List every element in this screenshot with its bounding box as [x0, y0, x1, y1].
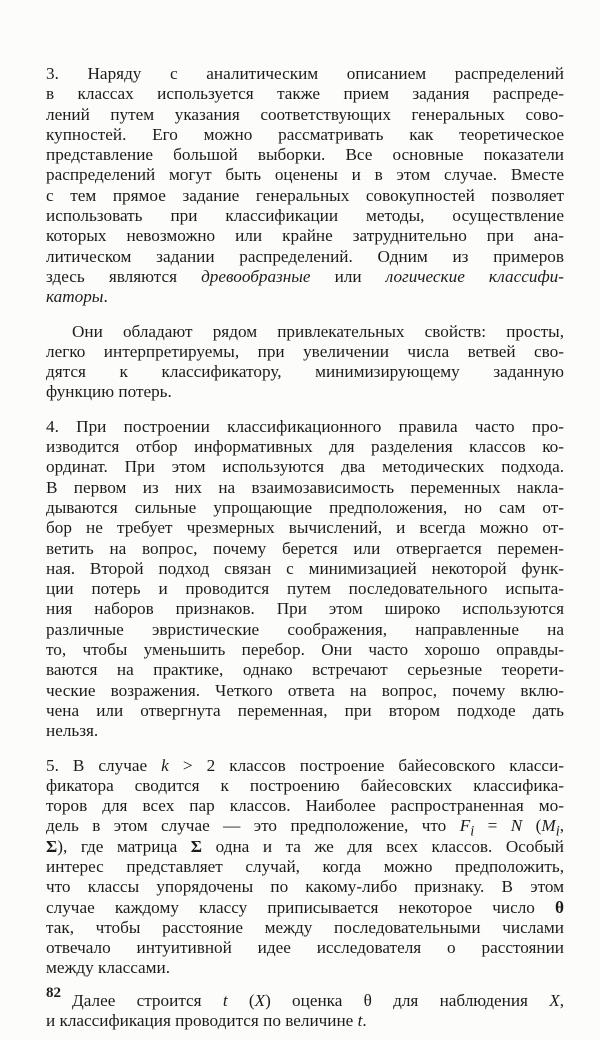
- text-line: Σ), где матрица Σ одна и та же для всех классов. Особый: [46, 836, 565, 856]
- text-line: 5. В случае k > 2 классов построение байесовского класси-: [46, 755, 564, 775]
- text-line: здесь являются древообразные или логические классифи-: [46, 266, 564, 286]
- text-line: дель в этом случае — это предположение, что $F_i = N$ ($M_i$,: [46, 816, 564, 840]
- text-line: случае каждому классу приписывается некоторое число θ: [46, 897, 564, 917]
- text-line: торов для всех пар классов. Наиболее распространенная мо-: [46, 796, 564, 816]
- paragraph-para-3: [46, 64, 564, 308]
- text-line: в классах используется также прием задания распреде-: [46, 84, 564, 104]
- paragraph-para-3b: [46, 322, 564, 403]
- text-line: использовать при классификации методы, осуществление: [46, 206, 564, 226]
- text-line: различные эвристические соображения, направленные на: [46, 619, 564, 639]
- paragraph-para-5b: [46, 991, 564, 1032]
- text-line: нельзя.: [46, 721, 99, 741]
- text-line: литическом задании распределений. Одним из примеров: [46, 246, 564, 266]
- text-line: чена или отвергнута переменная, при втором подходе дать: [46, 700, 564, 720]
- text-column: [46, 64, 564, 1031]
- text-line: 4. При построении классификационного правила часто про-: [46, 416, 564, 436]
- text-line: функцию потерь.: [46, 382, 172, 402]
- text-line: так, чтобы расстояние между последовательными числами: [46, 917, 564, 937]
- text-line: фикатора сводится к построению байесовских классифика-: [46, 775, 564, 795]
- paragraph-gap: [46, 979, 564, 991]
- text-line: легко интерпретируемы, при увеличении числа ветвей сво-: [46, 341, 564, 361]
- text-line: ческие возражения. Четкого ответа на вопрос, почему вклю-: [46, 680, 564, 700]
- text-line: ваются на практике, однако встречают серьезные теорети-: [46, 660, 564, 680]
- text-line: ординат. При этом используются два методических подхода.: [46, 457, 564, 477]
- text-line: отвечало интуитивной идее исследователя о расстоянии: [46, 938, 564, 958]
- paragraph-gap: [46, 742, 564, 756]
- paragraph-gap: [46, 308, 564, 322]
- text-line: интерес представляет случай, когда можно предположить,: [46, 856, 564, 876]
- text-line: Они обладают рядом привлекательных свойств: просты,: [72, 321, 564, 341]
- text-line: дятся к классификатору, минимизирующему заданную: [46, 362, 564, 382]
- text-line: с тем прямое задание генеральных совокупностей позволяет: [46, 185, 564, 205]
- text-line: между классами.: [46, 958, 171, 978]
- text-line: представление большой выборки. Все основные показатели: [46, 145, 564, 165]
- text-line: изводится отбор информативных для разделения классов ко-: [46, 437, 564, 457]
- text-line: ции потерь и проводится путем последовательного испыта-: [46, 579, 564, 599]
- text-line: купностей. Его можно рассматривать как теоретическое: [46, 124, 564, 144]
- text-line: лений путем указания соответствующих генеральных сово-: [46, 104, 564, 124]
- paragraph-para-4: [46, 417, 564, 742]
- text-line: ная. Второй подход связан с минимизацией некоторой функ-: [46, 558, 564, 578]
- paragraph-gap: [46, 403, 564, 417]
- text-line: распределений могут быть оценены и в этом случае. Вместе: [46, 165, 564, 185]
- text-line: что классы упорядочены по какому-либо признаку. В этом: [46, 877, 564, 897]
- text-line: ния наборов признаков. При этом широко используются: [46, 599, 564, 619]
- text-line: которых невозможно или крайне затруднительно при ана-: [46, 226, 564, 246]
- text-line: дываются сильные упрощающие предположения, но сам от-: [46, 497, 564, 517]
- text-line: ветить на вопрос, почему берется или отвергается перемен-: [46, 538, 564, 558]
- text-line: то, чтобы уменьшить перебор. Они часто хорошо оправды-: [46, 640, 564, 660]
- page-number: 82: [46, 985, 61, 1001]
- text-line: каторы.: [46, 287, 108, 307]
- text-line: Далее строится t (X) оценка θ для наблюдения X,: [72, 990, 564, 1010]
- text-line: 3. Наряду с аналитическим описанием распределений: [46, 64, 564, 83]
- text-line: В первом из них на взаимозависимость переменных накла-: [46, 477, 564, 497]
- text-line: бор не требует чрезмерных вычислений, и всегда можно от-: [46, 518, 564, 538]
- paragraph-para-5: [46, 756, 564, 979]
- text-line: и классификация проводится по величине t.: [46, 1011, 367, 1031]
